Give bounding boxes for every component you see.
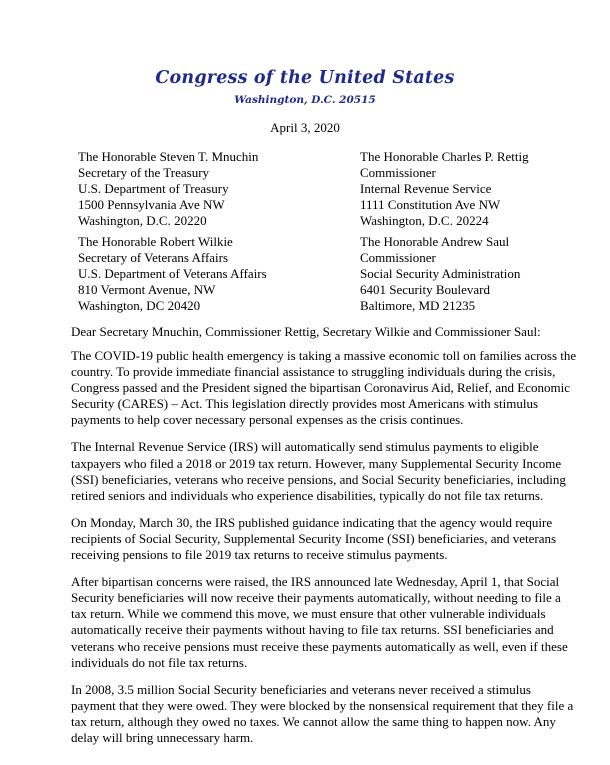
address-line: 1111 Constitution Ave NW bbox=[360, 197, 501, 212]
address-line: Social Security Administration bbox=[360, 266, 521, 281]
paragraph-line: tax return, although they owed no taxes. We cannot allow the same thing to happen now. Any bbox=[71, 713, 556, 729]
address-line: 1500 Pennsylvania Ave NW bbox=[78, 197, 225, 212]
body-paragraph-2 bbox=[71, 439, 566, 503]
paragraph-line: After bipartisan concerns were raised, the IRS announced late Wednesday, April 1, that Social bbox=[71, 574, 560, 590]
letterhead-title: Congress of the United States bbox=[155, 68, 455, 88]
address-line: The Honorable Steven T. Mnuchin bbox=[78, 149, 259, 164]
paragraph-line: veterans who receive pensions must receive these payments automatically as well, even if these bbox=[71, 638, 568, 654]
address-line: The Honorable Robert Wilkie bbox=[78, 234, 233, 249]
address-line: Washington, D.C. 20220 bbox=[78, 213, 207, 228]
address-line: The Honorable Andrew Saul bbox=[360, 234, 510, 249]
paragraph-line: The Internal Revenue Service (IRS) will automatically send stimulus payments to eligible bbox=[71, 439, 539, 455]
salutation: Dear Secretary Mnuchin, Commissioner Rettig, Secretary Wilkie and Commissioner Saul: bbox=[71, 324, 541, 339]
address-line: Washington, DC 20420 bbox=[78, 298, 201, 313]
paragraph-line: The COVID-19 public health emergency is taking a massive economic toll on families across the bbox=[71, 348, 577, 363]
recipient-address-wilkie bbox=[78, 234, 267, 314]
address-line: Secretary of the Treasury bbox=[78, 165, 210, 180]
address-line: Internal Revenue Service bbox=[360, 181, 492, 196]
paragraph-line: retired seniors and individuals who experience disabilities, typically do not file tax returns. bbox=[71, 487, 544, 503]
paragraph-line: payment that they were owed. They were blocked by the nonsensical requirement that they file a bbox=[71, 697, 574, 713]
body-paragraph-4 bbox=[71, 574, 568, 671]
letter-date: April 3, 2020 bbox=[270, 120, 340, 135]
paragraph-line: country. To provide immediate financial assistance to struggling individuals during the crisis, bbox=[71, 364, 556, 380]
recipient-address-rettig bbox=[360, 149, 529, 229]
paragraph-line: Security beneficiaries will now receive their payments automatically, without needing to file a bbox=[71, 590, 561, 606]
paragraph-line: automatically receive their payments without having to file tax returns. SSI beneficiaries and bbox=[71, 622, 554, 638]
address-line: 6401 Security Boulevard bbox=[360, 282, 490, 297]
paragraph-line: delay will bring unnecessary harm. bbox=[71, 729, 254, 745]
body-paragraph-3 bbox=[71, 514, 557, 563]
paragraph-line: receiving pensions to file 2019 tax returns to receive stimulus payments. bbox=[71, 547, 448, 563]
paragraph-line: On Monday, March 30, the IRS published guidance indicating that the agency would require bbox=[71, 514, 553, 530]
body-paragraph-1 bbox=[71, 348, 577, 428]
paragraph-line: tax return. While we commend this move, we must ensure that other vulnerable individuals bbox=[71, 606, 546, 622]
address-line: Commissioner bbox=[360, 250, 436, 265]
address-line: The Honorable Charles P. Rettig bbox=[360, 149, 529, 164]
paragraph-line: recipients of Social Security, Supplemental Security Income (SSI) beneficiaries, and veterans bbox=[71, 530, 557, 546]
address-line: U.S. Department of Treasury bbox=[78, 181, 229, 196]
body-paragraph-5 bbox=[71, 681, 574, 746]
address-line: Baltimore, MD 21235 bbox=[360, 298, 476, 313]
recipient-address-mnuchin bbox=[78, 149, 258, 229]
address-line: 810 Vermont Avenue, NW bbox=[78, 282, 216, 297]
address-line: U.S. Department of Veterans Affairs bbox=[78, 266, 267, 281]
paragraph-line: In 2008, 3.5 million Social Security beneficiaries and veterans never received a stimulus bbox=[71, 681, 531, 697]
paragraph-line: payments to help cover necessary personal expenses as the crisis continues. bbox=[71, 412, 464, 428]
address-line: Commissioner bbox=[360, 165, 436, 180]
address-line: Washington, D.C. 20224 bbox=[360, 213, 489, 228]
paragraph-line: Congress passed and the President signed the bipartisan Coronavirus Aid, Relief, and Economic bbox=[71, 380, 570, 396]
paragraph-line: Security (CARES) – Act. This legislation directly provides most Americans with stimulus bbox=[71, 396, 538, 412]
letter-body bbox=[71, 348, 577, 757]
recipient-address-saul bbox=[360, 234, 520, 314]
paragraph-line: individuals do not file tax returns. bbox=[71, 654, 248, 670]
letterhead-location: Washington, D.C. 20515 bbox=[234, 94, 376, 106]
paragraph-line: (SSI) beneficiaries, veterans who receive pensions, and Social Security beneficiaries, including bbox=[71, 471, 566, 487]
address-line: Secretary of Veterans Affairs bbox=[78, 250, 229, 265]
paragraph-line: taxpayers who filed a 2018 or 2019 tax return. However, many Supplemental Security Income bbox=[71, 455, 562, 471]
